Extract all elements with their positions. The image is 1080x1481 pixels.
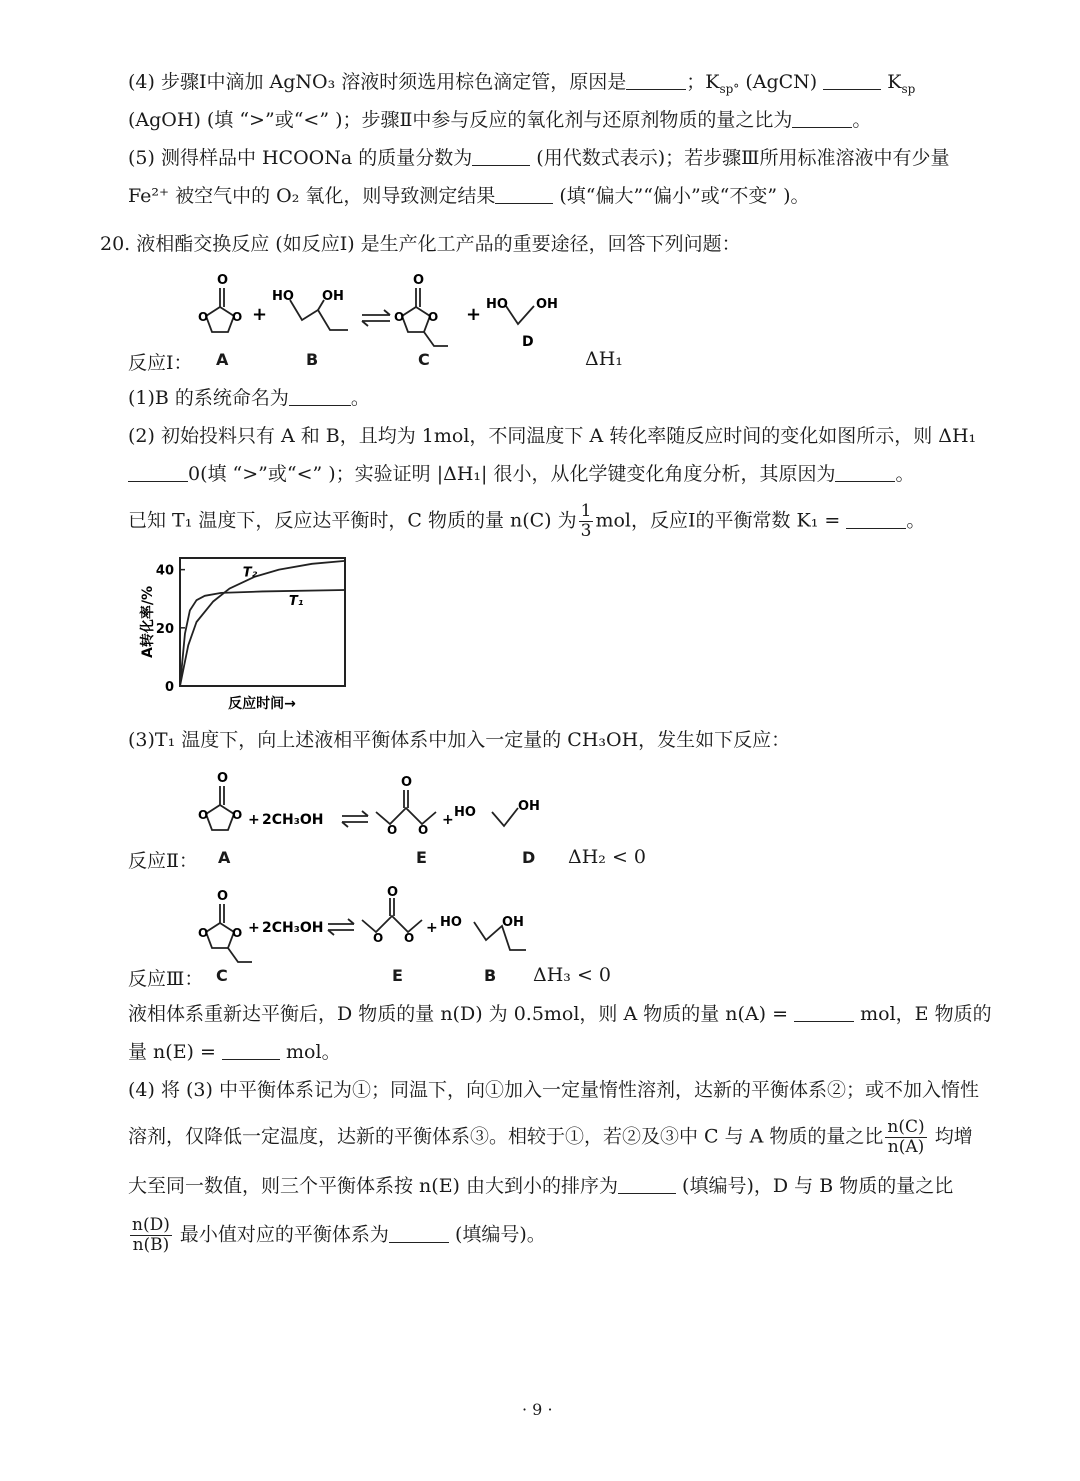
label-A: A xyxy=(216,350,229,369)
chart-frame xyxy=(180,558,345,686)
molecule-A xyxy=(206,288,234,332)
answer-blank[interactable] xyxy=(222,1041,280,1060)
svg-text:OH: OH xyxy=(322,289,344,304)
svg-text:O: O xyxy=(232,926,243,940)
series-line-0 xyxy=(180,561,345,686)
svg-text:O: O xyxy=(198,926,209,940)
answer-blank[interactable] xyxy=(835,463,895,482)
label-A: A xyxy=(218,848,231,867)
answer-blank[interactable] xyxy=(794,1003,854,1022)
reaction-1-label: 反应Ⅰ： xyxy=(128,352,193,374)
reaction-3-label: 反应Ⅲ： xyxy=(128,968,204,990)
svg-text:HO: HO xyxy=(454,805,476,820)
svg-text:O: O xyxy=(428,310,439,324)
svg-text:+: + xyxy=(466,304,482,325)
fraction-one-third: $\frac{1}{3}$ xyxy=(580,501,592,541)
molecule-C xyxy=(402,288,448,346)
label-B: B xyxy=(484,966,497,985)
series-label-0: T₂ xyxy=(242,565,258,581)
svg-text:O: O xyxy=(404,931,415,945)
x-axis-label: 反应时间→ xyxy=(228,696,296,712)
molecule-E xyxy=(376,808,436,824)
svg-text:O: O xyxy=(198,310,209,324)
svg-text:O: O xyxy=(217,771,229,786)
svg-text:O: O xyxy=(198,808,209,822)
label-C: C xyxy=(418,350,430,369)
q20-part4-line3: 大至同一数值，则三个平衡体系按 n(E) 由大到小的排序为 (填编号)，D 与 B 物质的量之比 xyxy=(128,1175,954,1197)
q19-part4-line1: (4) 步骤Ⅰ中滴加 AgNO₃ 溶液时须选用棕色滴定管，原因是 ；$K_{sp^\circ}$ (AgCN) $K_{sp}$ xyxy=(128,71,916,96)
q20-part4-line2: 溶剂，仅降低一定温度，达新的平衡体系③。相较于①，若②及③中 C 与 A 物质的量之比 $\frac{n(C)}{n(A)}$ 均增 xyxy=(128,1117,973,1157)
y-tick-label: 0 xyxy=(164,680,174,695)
svg-text:OH: OH xyxy=(536,297,558,312)
answer-blank[interactable] xyxy=(792,109,852,128)
label-D: D xyxy=(522,848,536,867)
q20-part1: (1)B 的系统命名为 。 xyxy=(128,387,370,409)
q19-part5-line1: (5) 测得样品中 HCOONa 的质量分数为 (用代数式表示)；若步骤Ⅲ所用标准溶液中有少量 xyxy=(128,147,950,169)
label-E: E xyxy=(416,848,427,867)
svg-text:O: O xyxy=(394,310,405,324)
q20-part3-line2: 液相体系重新达平衡后，D 物质的量 n(D) 为 0.5mol，则 A 物质的量 n(A) = mol，E 物质的 xyxy=(128,1003,992,1025)
svg-text:D: D xyxy=(522,334,534,350)
answer-blank[interactable] xyxy=(626,71,686,90)
svg-text:2CH₃OH: 2CH₃OH xyxy=(262,920,324,936)
reaction-2-label: 反应Ⅱ： xyxy=(128,850,198,872)
q20-part4-line4: $\frac{n(D)}{n(B)}$ 最小值对应的平衡体系为 (填编号)。 xyxy=(132,1215,546,1255)
label-E: E xyxy=(392,966,403,985)
fraction-nC-nA: $\frac{n(C)}{n(A)}$ xyxy=(887,1117,925,1157)
y-tick-label: 20 xyxy=(155,621,174,637)
svg-text:O: O xyxy=(418,823,429,837)
y-tick-label: 40 xyxy=(155,563,174,579)
reaction-2-enthalpy: ΔH₂ < 0 xyxy=(568,846,646,868)
svg-text:O: O xyxy=(217,889,229,904)
answer-blank[interactable] xyxy=(128,463,188,482)
svg-text:O: O xyxy=(387,823,398,837)
label-C: C xyxy=(216,966,228,985)
q20-part3-line3: 量 n(E) = mol。 xyxy=(128,1041,341,1063)
q19-part5-line2: Fe²⁺ 被空气中的 O₂ 氧化，则导致测定结果 (填“偏大”“偏小”或“不变” )。 xyxy=(128,185,810,207)
reaction-3-enthalpy: ΔH₃ < 0 xyxy=(533,964,611,986)
svg-text:2CH₃OH: 2CH₃OH xyxy=(262,812,324,828)
svg-text:+: + xyxy=(252,304,268,325)
answer-blank[interactable] xyxy=(823,71,881,90)
svg-text:O: O xyxy=(387,886,399,900)
series-label-1: T₁ xyxy=(288,593,304,609)
svg-text:O: O xyxy=(373,931,384,945)
svg-text:O: O xyxy=(401,775,413,790)
answer-blank[interactable] xyxy=(846,510,906,529)
svg-text:HO: HO xyxy=(486,297,508,312)
page-number: · 9 · xyxy=(522,1400,553,1419)
q20-part3-line1: (3)T₁ 温度下，向上述液相平衡体系中加入一定量的 CH₃OH，发生如下反应： xyxy=(128,729,791,751)
q20-part2-line3: 已知 T₁ 温度下，反应达平衡时，C 物质的量 n(C) 为 $\frac{1}{3}$ mol，反应Ⅰ的平衡常数 K₁ = 。 xyxy=(128,501,926,541)
reaction-1-enthalpy: ΔH₁ xyxy=(585,348,623,370)
fraction-nD-nB: $\frac{n(D)}{n(B)}$ xyxy=(132,1215,170,1255)
reaction-2-scheme xyxy=(190,768,590,848)
reaction-1-scheme xyxy=(190,270,590,360)
svg-text:O: O xyxy=(232,310,243,324)
svg-text:+: + xyxy=(248,812,260,828)
label-B: B xyxy=(306,350,319,369)
oxygen-label: O xyxy=(217,273,229,288)
q20-part2-line2: 0(填 “>”或“<” )；实验证明 |ΔH₁| 很小，从化学键变化角度分析，其原因为 。 xyxy=(128,462,915,486)
answer-blank[interactable] xyxy=(618,1175,676,1194)
svg-text:+: + xyxy=(426,920,438,936)
y-axis-label: A转化率/% xyxy=(140,586,156,658)
svg-text:HO: HO xyxy=(272,289,294,304)
answer-blank[interactable] xyxy=(289,387,351,406)
svg-text:+: + xyxy=(248,920,260,936)
answer-blank[interactable] xyxy=(495,185,553,204)
molecule-B xyxy=(290,300,348,330)
svg-text:HO: HO xyxy=(440,915,462,930)
q19-part4-line2: (AgOH) (填 “>”或“<” )；步骤Ⅱ中参与反应的氧化剂与还原剂物质的量之比为 。 xyxy=(128,109,872,131)
svg-text:OH: OH xyxy=(518,799,540,814)
q20-part4-line1: (4) 将 (3) 中平衡体系记为①；同温下，向①加入一定量惰性溶剂，达新的平衡体系②；或不加入惰性 xyxy=(128,1079,979,1101)
answer-blank[interactable] xyxy=(472,147,530,166)
answer-blank[interactable] xyxy=(389,1224,449,1243)
molecule-D xyxy=(506,306,534,324)
svg-text:+: + xyxy=(442,812,454,828)
conversion-chart xyxy=(130,552,355,717)
svg-text:OH: OH xyxy=(502,915,524,930)
q20-part2-line1: (2) 初始投料只有 A 和 B，且均为 1mol，不同温度下 A 转化率随反应时间的变化如图所示，则 ΔH₁ xyxy=(128,425,977,447)
q20-intro: 20. 液相酯交换反应 (如反应Ⅰ) 是生产化工产品的重要途径，回答下列问题： xyxy=(100,233,741,255)
svg-text:O: O xyxy=(232,808,243,822)
svg-text:O: O xyxy=(413,273,425,288)
reaction-3-scheme xyxy=(190,886,590,968)
series-line-1 xyxy=(180,590,345,686)
molecule-D xyxy=(492,808,518,826)
